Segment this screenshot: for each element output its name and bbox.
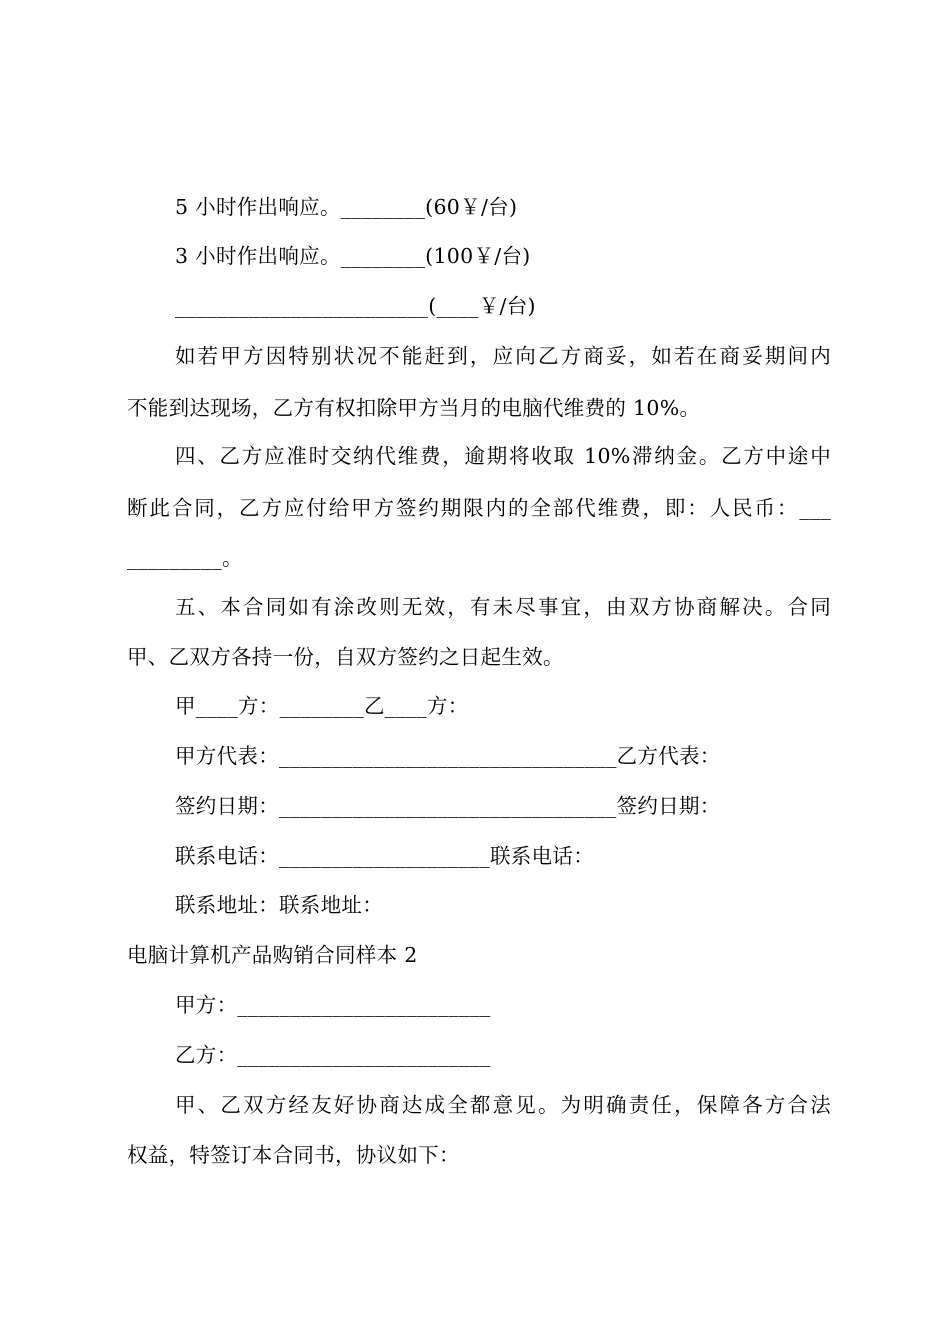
paragraph-line: 甲、乙双方经友好协商达成全都意见。为明确责任，保障各方合法	[175, 1093, 831, 1117]
paragraph-line: 权益，特签订本合同书，协议如下：	[127, 1143, 460, 1167]
paragraph-line: _________。	[127, 546, 243, 570]
paragraph-line: 五、本合同如有涂改则无效，有未尽事宜，由双方协商解决。合同	[175, 595, 831, 619]
party-a-line: 甲方：________________________	[175, 993, 491, 1017]
sign-date-line: 签约日期：________________________________签约日期：	[175, 794, 721, 818]
text-line-response-3h: 3 小时作出响应。________(100￥/台)	[175, 244, 531, 268]
paragraph-line: 四、乙方应准时交纳代维费，逾期将收取 10%滞纳金。乙方中途中	[175, 444, 831, 468]
paragraph-line: 甲、乙双方各持一份，自双方签约之日起生效。	[127, 645, 564, 669]
party-line: 甲____方：________乙____方：	[175, 694, 469, 718]
text-line-response-5h: 5 小时作出响应。________(60￥/台)	[175, 195, 518, 219]
paragraph-line: 断此合同，乙方应付给甲方签约期限内的全部代维费，即：人民币：___	[127, 496, 831, 520]
phone-line: 联系电话：____________________联系电话：	[175, 844, 594, 868]
representative-line: 甲方代表：________________________________乙方代表：	[175, 744, 721, 768]
text-line-response-custom: ________________________(____￥/台)	[175, 294, 536, 318]
party-b-line: 乙方：________________________	[175, 1043, 491, 1067]
address-line: 联系地址：联系地址：	[175, 893, 383, 917]
paragraph-line: 不能到达现场，乙方有权扣除甲方当月的电脑代维费的 10%。	[127, 396, 701, 420]
paragraph-line: 如若甲方因特别状况不能赶到，应向乙方商妥，如若在商妥期间内	[175, 344, 831, 368]
section-title: 电脑计算机产品购销合同样本 2	[127, 943, 418, 967]
